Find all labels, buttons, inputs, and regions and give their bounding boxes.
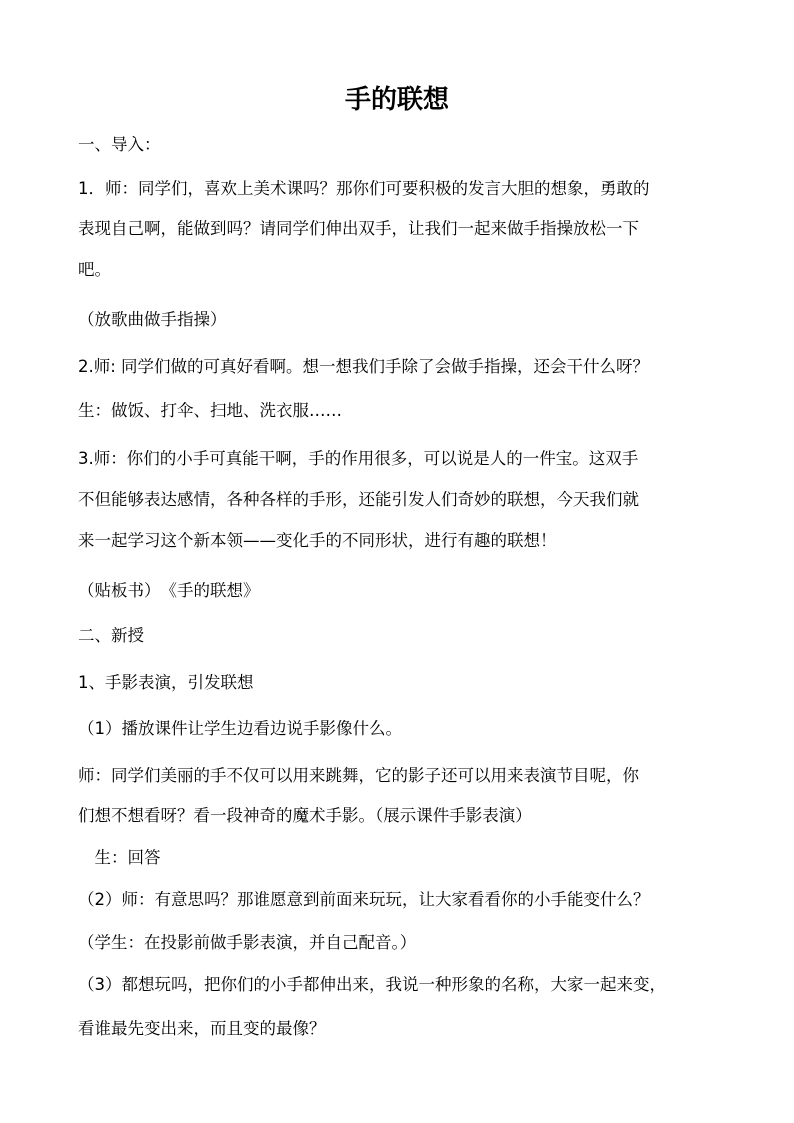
paragraph-line: 看谁最先变出来，而且变的最像？ (78, 1019, 326, 1038)
paragraph-line: 们想不想看呀？看一段神奇的魔术手影。（展示课件手影表演） (78, 806, 532, 825)
paragraph-line: 生：回答 (78, 848, 161, 867)
paragraph-line: （学生：在投影前做手影表演，并自己配音。） (78, 933, 417, 952)
paragraph-line: （贴板书） 《手的联想》 (78, 581, 260, 600)
paragraph-line: （2）师：有意思吗？那谁愿意到前面来玩玩，让大家看看你的小手能变什么？ (78, 890, 650, 909)
subheading: 1、手影表演，引发联想 (78, 673, 254, 692)
paragraph-line: 生：做饭、打伞、扫地、洗衣服…… (78, 401, 342, 420)
paragraph-line: （放歌曲做手指操） (78, 310, 227, 329)
paragraph-line: （3）都想玩吗，把你们的小手都伸出来，我说一种形象的名称，大家一起来变， (78, 975, 666, 994)
paragraph-line: （1）播放课件让学生边看边说手影像什么。 (78, 719, 402, 738)
document-title: 手的联想 (344, 85, 449, 115)
paragraph-line: 3.师：你们的小手可真能干啊，手的作用很多，可以说是人的一件宝。这双手 (78, 449, 639, 468)
paragraph-line: 不但能够表达感情，各种各样的手形，还能引发人们奇妙的联想，今天我们就 (78, 490, 639, 509)
paragraph-line: 2.师: 同学们做的可真好看啊。想一想我们手除了会做手指操，还会干什么呀？ (78, 357, 650, 376)
paragraph-line: 来一起学习这个新本领——变化手的不同形状，进行有趣的联想！ (78, 531, 557, 550)
paragraph-line: 1．师：同学们，喜欢上美术课吗？那你们可要积极的发言大胆的想象，勇敢的 (78, 179, 650, 198)
paragraph-line: 师：同学们美丽的手不仅可以用来跳舞，它的影子还可以用来表演节目呢，你 (78, 766, 639, 785)
section-heading-new-lesson: 二、新授 (78, 626, 144, 645)
paragraph-line: 吧。 (78, 260, 111, 279)
paragraph-line: 表现自己啊，能做到吗？请同学们伸出双手，让我们一起来做手指操放松一下 (78, 219, 639, 238)
section-heading-intro: 一、导入： (78, 135, 161, 154)
